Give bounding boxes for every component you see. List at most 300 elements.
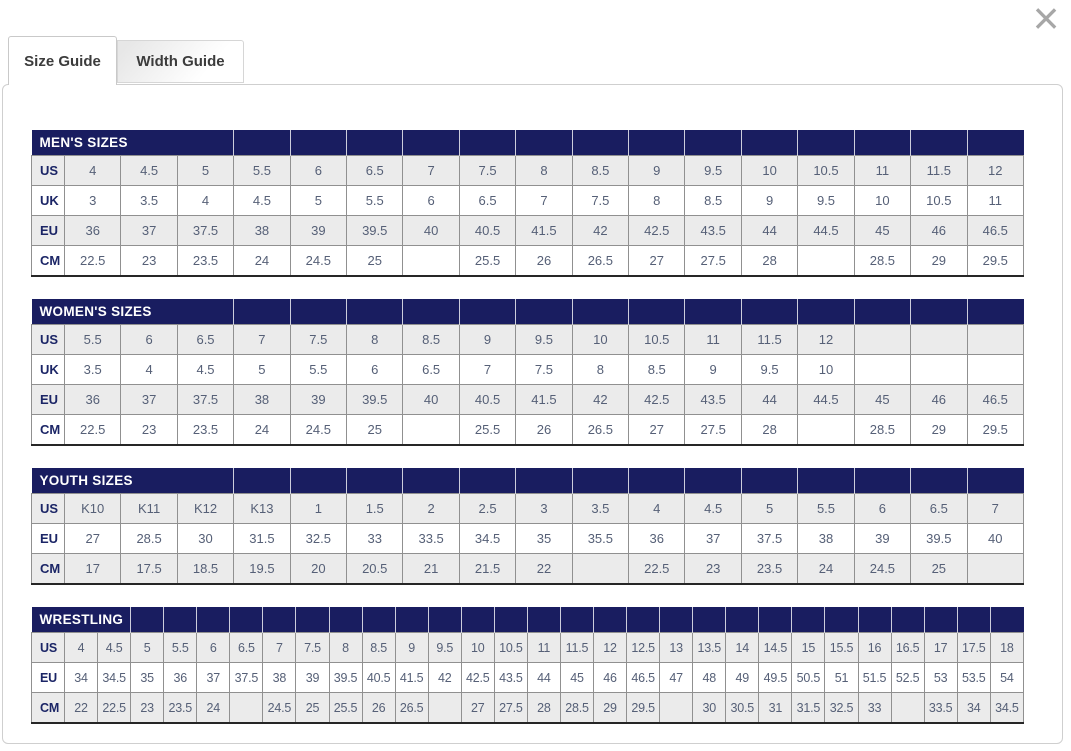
size-cell: 21 (403, 554, 459, 585)
size-cell: 44.5 (798, 385, 854, 415)
size-cell: 51.5 (858, 663, 891, 693)
size-cell: 44 (741, 385, 797, 415)
header-cell (990, 607, 1023, 633)
size-cell: 37.5 (177, 216, 233, 246)
size-cell: K12 (177, 494, 233, 524)
size-cell: 23.5 (177, 246, 233, 277)
header-cell (560, 607, 593, 633)
header-cell (263, 607, 296, 633)
size-cell: 4 (65, 156, 121, 186)
header-cell (290, 468, 346, 494)
size-cell: 7.5 (296, 633, 329, 663)
header-cell (741, 468, 797, 494)
header-cell (660, 607, 693, 633)
row-label: CM (32, 415, 65, 446)
size-table (31, 299, 1024, 446)
size-cell: 28.5 (560, 693, 593, 724)
size-cell: 50.5 (792, 663, 825, 693)
size-cell: 5.5 (290, 355, 346, 385)
size-cell: 44 (741, 216, 797, 246)
header-cell (594, 607, 627, 633)
size-cell: 14 (726, 633, 759, 663)
tab-size-guide[interactable]: Size Guide (8, 36, 117, 85)
size-cell: 31 (759, 693, 792, 724)
size-cell: 42 (572, 385, 628, 415)
size-cell: 45 (560, 663, 593, 693)
size-cell: 22.5 (98, 693, 131, 724)
size-cell: 39 (290, 385, 346, 415)
size-cell: 23 (131, 693, 164, 724)
header-cell (759, 607, 792, 633)
size-cell: 52.5 (891, 663, 924, 693)
size-cell: 14.5 (759, 633, 792, 663)
size-cell: 23.5 (741, 554, 797, 585)
size-cell: 38 (263, 663, 296, 693)
size-cell: 7.5 (459, 156, 515, 186)
size-table (31, 607, 1024, 724)
size-cell: 24.5 (263, 693, 296, 724)
size-cell: 32.5 (290, 524, 346, 554)
size-cell: 33.5 (924, 693, 957, 724)
size-cell: 7.5 (572, 186, 628, 216)
size-cell: 8.5 (362, 633, 395, 663)
size-cell: 5.5 (798, 494, 854, 524)
header-cell (741, 130, 797, 156)
table-title: YOUTH SIZES (32, 468, 234, 494)
size-cell: 3 (516, 494, 572, 524)
row-label: EU (32, 385, 65, 415)
size-cell: 39 (854, 524, 910, 554)
header-cell (428, 607, 461, 633)
size-cell: 46.5 (967, 216, 1024, 246)
size-cell: 6.5 (347, 156, 403, 186)
size-cell (798, 246, 854, 277)
header-cell (347, 299, 403, 325)
size-cell: 25.5 (459, 415, 515, 446)
size-cell: 25.5 (329, 693, 362, 724)
size-cell: 35 (131, 663, 164, 693)
size-cell: 24.5 (290, 246, 346, 277)
header-cell (347, 130, 403, 156)
row-label: UK (32, 355, 65, 385)
header-cell (230, 607, 263, 633)
size-cell: 24.5 (854, 554, 910, 585)
header-cell (629, 130, 685, 156)
size-cell: 46 (594, 663, 627, 693)
size-cell: 35.5 (572, 524, 628, 554)
size-cell: 43.5 (685, 216, 741, 246)
close-icon[interactable]: × (1032, 0, 1060, 44)
size-cell: 39.5 (347, 216, 403, 246)
size-cell: 34 (957, 693, 990, 724)
size-cell (403, 415, 459, 446)
size-cell: 25.5 (459, 246, 515, 277)
header-cell (792, 607, 825, 633)
size-cell: 38 (234, 216, 290, 246)
size-cell: 28.5 (854, 246, 910, 277)
size-cell (854, 355, 910, 385)
header-cell (362, 607, 395, 633)
header-cell (741, 299, 797, 325)
size-cell: 11 (967, 186, 1024, 216)
size-cell: 37 (197, 663, 230, 693)
size-cell: 4.5 (98, 633, 131, 663)
size-cell: 35 (516, 524, 572, 554)
table-row (32, 633, 1024, 663)
size-cell (572, 554, 628, 585)
size-cell: 7.5 (290, 325, 346, 355)
size-cell: 42.5 (629, 216, 685, 246)
size-cell: 10 (572, 325, 628, 355)
size-cell: 45 (854, 385, 910, 415)
size-cell: 5 (177, 156, 233, 186)
header-cell (234, 468, 290, 494)
size-cell: 48 (693, 663, 726, 693)
size-cell: 36 (629, 524, 685, 554)
size-cell: 5 (234, 355, 290, 385)
size-cell: 37.5 (741, 524, 797, 554)
header-cell (629, 468, 685, 494)
size-cell (854, 325, 910, 355)
size-cell: 13 (660, 633, 693, 663)
size-cell: 27.5 (685, 246, 741, 277)
size-cell: 4 (121, 355, 177, 385)
size-cell: 4.5 (121, 156, 177, 186)
size-table (31, 130, 1024, 277)
size-cell: 32.5 (825, 693, 858, 724)
size-cell: 10 (741, 156, 797, 186)
size-cell: 49 (726, 663, 759, 693)
size-cell: 37 (121, 216, 177, 246)
table-row (32, 186, 1024, 216)
size-cell: 40 (403, 216, 459, 246)
header-cell (296, 607, 329, 633)
size-cell: 10.5 (911, 186, 967, 216)
table-title: MEN'S SIZES (32, 130, 234, 156)
header-cell (911, 130, 967, 156)
size-cell: 5.5 (164, 633, 197, 663)
header-cell (459, 299, 515, 325)
row-label: US (32, 494, 65, 524)
size-cell: 4.5 (685, 494, 741, 524)
header-cell (131, 607, 164, 633)
size-cell: 17 (924, 633, 957, 663)
size-cell: 7 (234, 325, 290, 355)
size-cell: 27.5 (685, 415, 741, 446)
size-cell: 6 (854, 494, 910, 524)
header-cell (494, 607, 527, 633)
header-cell (516, 299, 572, 325)
size-cell: 36 (65, 216, 121, 246)
size-cell: 4 (65, 633, 98, 663)
size-cell (967, 355, 1024, 385)
size-cell: 29.5 (967, 246, 1024, 277)
size-cell: 34.5 (990, 693, 1023, 724)
size-cell: 27 (629, 415, 685, 446)
size-cell: 7 (967, 494, 1024, 524)
size-cell: 6.5 (403, 355, 459, 385)
size-cell: 10.5 (629, 325, 685, 355)
row-label: EU (32, 524, 65, 554)
header-cell (911, 299, 967, 325)
header-cell (854, 130, 910, 156)
size-cell: 1.5 (347, 494, 403, 524)
size-cell: 54 (990, 663, 1023, 693)
size-cell: 10 (854, 186, 910, 216)
size-cell: 5 (290, 186, 346, 216)
size-cell: 25 (911, 554, 967, 585)
size-cell: 23 (685, 554, 741, 585)
size-cell: 41.5 (516, 385, 572, 415)
size-cell: 15 (792, 633, 825, 663)
size-cell: 13.5 (693, 633, 726, 663)
size-cell: 23 (121, 246, 177, 277)
size-cell: 23 (121, 415, 177, 446)
header-cell (891, 607, 924, 633)
size-cell: 22 (516, 554, 572, 585)
size-cell: 17.5 (957, 633, 990, 663)
size-cell: 3.5 (65, 355, 121, 385)
size-cell: 12.5 (627, 633, 660, 663)
header-cell (572, 130, 628, 156)
size-cell: 8 (347, 325, 403, 355)
size-cell (891, 693, 924, 724)
size-cell: 16 (858, 633, 891, 663)
table-row (32, 385, 1024, 415)
row-label: EU (32, 663, 65, 693)
row-label: CM (32, 246, 65, 277)
size-cell: 12 (967, 156, 1024, 186)
row-label: US (32, 156, 65, 186)
size-cell (967, 325, 1024, 355)
header-cell (290, 299, 346, 325)
size-cell: 6.5 (459, 186, 515, 216)
size-cell: 24 (234, 415, 290, 446)
size-cell: 24 (197, 693, 230, 724)
size-cell: 39 (296, 663, 329, 693)
header-cell (693, 607, 726, 633)
size-cell: 27 (629, 246, 685, 277)
header-cell (403, 130, 459, 156)
size-cell: 8.5 (629, 355, 685, 385)
size-table (31, 468, 1024, 585)
table-header-row (32, 468, 1024, 494)
header-cell (461, 607, 494, 633)
size-cell (798, 415, 854, 446)
row-label: US (32, 633, 65, 663)
size-cell (403, 246, 459, 277)
size-cell: 9.5 (516, 325, 572, 355)
size-cell: 40 (967, 524, 1024, 554)
size-cell: 27.5 (494, 693, 527, 724)
size-cell: 28 (741, 246, 797, 277)
size-cell: 36 (65, 385, 121, 415)
size-cell: 9.5 (685, 156, 741, 186)
size-cell: 26.5 (572, 415, 628, 446)
size-cell: 33 (858, 693, 891, 724)
size-cell: 20 (290, 554, 346, 585)
size-cell: 5.5 (234, 156, 290, 186)
size-cell (230, 693, 263, 724)
size-guide-panel (2, 84, 1063, 744)
size-cell: 6 (290, 156, 346, 186)
size-cell: 40.5 (459, 385, 515, 415)
header-cell (290, 130, 346, 156)
size-cell: 11 (685, 325, 741, 355)
header-cell (403, 299, 459, 325)
size-cell: 12 (594, 633, 627, 663)
size-cell: 22.5 (629, 554, 685, 585)
header-cell (825, 607, 858, 633)
size-cell: 39 (290, 216, 346, 246)
size-cell: 25 (347, 415, 403, 446)
header-cell (629, 299, 685, 325)
size-cell (911, 325, 967, 355)
size-cell: 53 (924, 663, 957, 693)
tab-bar (8, 36, 244, 85)
size-cell: 37 (121, 385, 177, 415)
size-cell: 42.5 (629, 385, 685, 415)
size-cell: 7.5 (516, 355, 572, 385)
size-cell: 43.5 (685, 385, 741, 415)
size-cell: 41.5 (516, 216, 572, 246)
size-cell: 8 (516, 156, 572, 186)
size-cell: 4 (629, 494, 685, 524)
table-title: WRESTLING (32, 607, 131, 633)
size-cell: 37.5 (230, 663, 263, 693)
size-cell: 30 (693, 693, 726, 724)
table-row (32, 693, 1024, 724)
size-cell: 28 (741, 415, 797, 446)
header-cell (627, 607, 660, 633)
size-cell (660, 693, 693, 724)
size-cell: 11.5 (741, 325, 797, 355)
size-cell: 6.5 (177, 325, 233, 355)
table-header-row (32, 607, 1024, 633)
size-cell: 5.5 (347, 186, 403, 216)
size-cell: 11 (527, 633, 560, 663)
size-cell: 41.5 (395, 663, 428, 693)
table-row (32, 663, 1024, 693)
header-cell (164, 607, 197, 633)
size-cell: 33 (347, 524, 403, 554)
size-cell: 27 (65, 524, 121, 554)
size-cell: 25 (347, 246, 403, 277)
size-cell: 7 (403, 156, 459, 186)
size-cell: 4.5 (234, 186, 290, 216)
size-cell: 42 (428, 663, 461, 693)
size-cell: 9.5 (798, 186, 854, 216)
size-cell: 34.5 (98, 663, 131, 693)
size-cell: K13 (234, 494, 290, 524)
size-cell: 30 (177, 524, 233, 554)
size-cell: 24.5 (290, 415, 346, 446)
size-cell: 6 (347, 355, 403, 385)
row-label: EU (32, 216, 65, 246)
size-cell: 46 (911, 385, 967, 415)
size-cell (967, 554, 1024, 585)
table-row (32, 524, 1024, 554)
size-cell: 44 (527, 663, 560, 693)
table-row (32, 355, 1024, 385)
size-cell: 39.5 (911, 524, 967, 554)
header-cell (395, 607, 428, 633)
header-cell (854, 299, 910, 325)
size-cell: 26.5 (395, 693, 428, 724)
size-cell: 38 (234, 385, 290, 415)
table-header-row (32, 130, 1024, 156)
size-cell: 8.5 (685, 186, 741, 216)
size-cell: 29.5 (967, 415, 1024, 446)
size-cell: 8.5 (403, 325, 459, 355)
size-cell: 46.5 (627, 663, 660, 693)
size-cell: 6.5 (230, 633, 263, 663)
size-cell: 8 (572, 355, 628, 385)
tab-width-guide[interactable]: Width Guide (117, 40, 244, 83)
size-cell: 28.5 (121, 524, 177, 554)
size-cell: 9 (685, 355, 741, 385)
row-label: CM (32, 693, 65, 724)
size-cell: 9 (629, 156, 685, 186)
size-cell: 5.5 (65, 325, 121, 355)
size-cell: 26 (362, 693, 395, 724)
size-cell: 10.5 (494, 633, 527, 663)
size-cell: 38 (798, 524, 854, 554)
row-label: US (32, 325, 65, 355)
header-cell (459, 468, 515, 494)
size-cell (911, 355, 967, 385)
size-cell: 1 (290, 494, 346, 524)
size-cell: 3.5 (572, 494, 628, 524)
size-cell: 24 (798, 554, 854, 585)
row-label: CM (32, 554, 65, 585)
header-cell (572, 299, 628, 325)
header-cell (924, 607, 957, 633)
size-cell: 8 (629, 186, 685, 216)
size-cell: 6 (197, 633, 230, 663)
size-cell: 3.5 (121, 186, 177, 216)
size-cell: 39.5 (347, 385, 403, 415)
size-cell (428, 693, 461, 724)
size-cell: 9.5 (428, 633, 461, 663)
size-cell: 2.5 (459, 494, 515, 524)
size-cell: 33.5 (403, 524, 459, 554)
size-cell: 30.5 (726, 693, 759, 724)
size-cell: 18 (990, 633, 1023, 663)
size-cell: 12 (798, 325, 854, 355)
header-cell (967, 130, 1024, 156)
size-cell: 6.5 (911, 494, 967, 524)
size-cell: 20.5 (347, 554, 403, 585)
size-cell: 26 (516, 246, 572, 277)
header-cell (798, 130, 854, 156)
size-cell: 24 (234, 246, 290, 277)
size-cell: K11 (121, 494, 177, 524)
size-cell: 26.5 (572, 246, 628, 277)
size-cell: 40.5 (362, 663, 395, 693)
size-cell: 19.5 (234, 554, 290, 585)
size-cell: 10.5 (798, 156, 854, 186)
table-row (32, 156, 1024, 186)
size-cell: 6 (403, 186, 459, 216)
size-cell: 34.5 (459, 524, 515, 554)
table-header-row (32, 299, 1024, 325)
size-cell: 4.5 (177, 355, 233, 385)
size-cell: 29 (594, 693, 627, 724)
header-cell (459, 130, 515, 156)
size-cell: 31.5 (234, 524, 290, 554)
size-cell: 11.5 (911, 156, 967, 186)
